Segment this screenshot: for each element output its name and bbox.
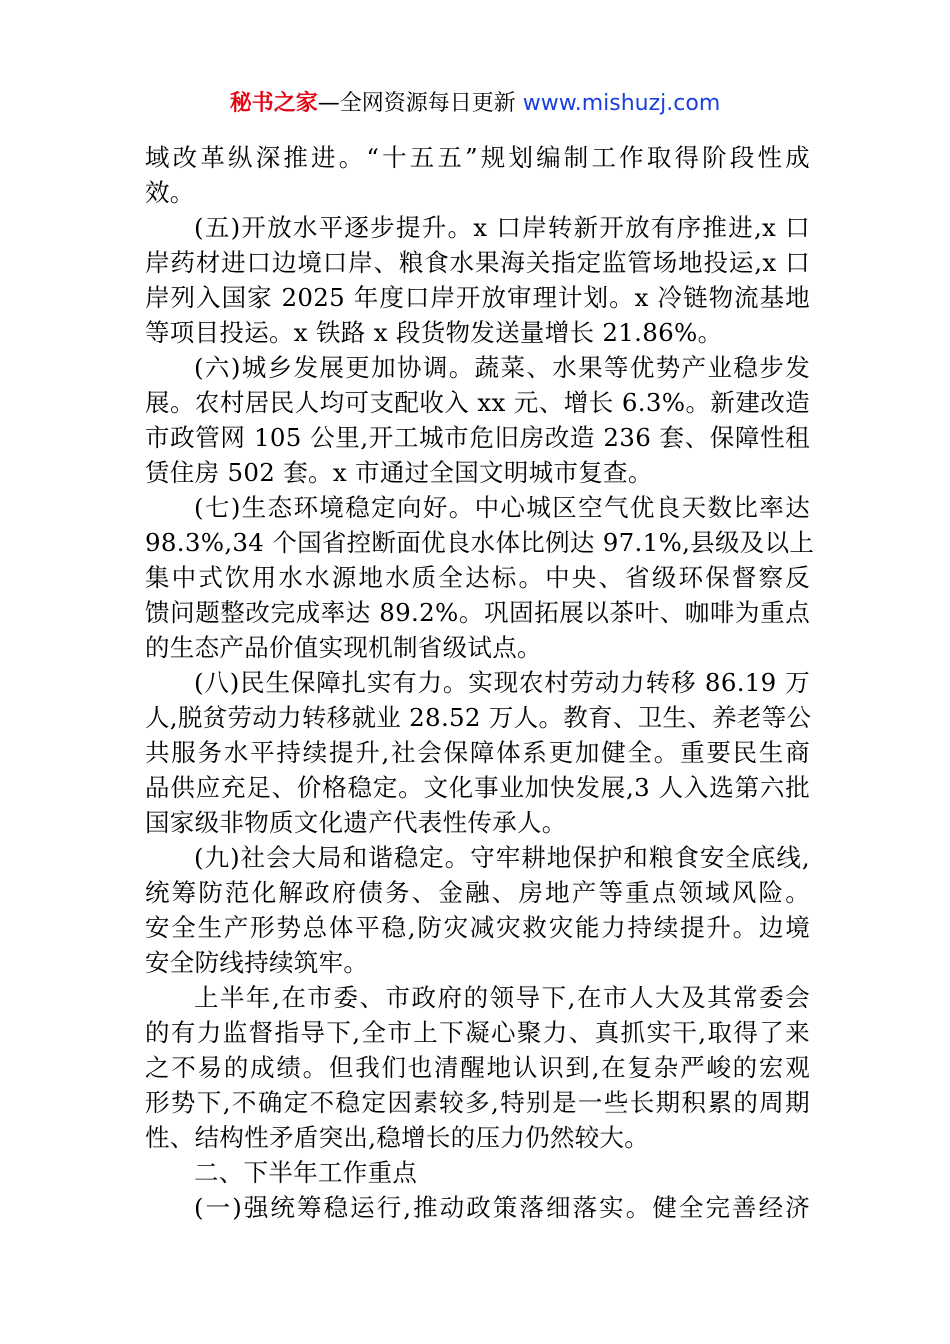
page-header xyxy=(0,88,950,120)
text-line: 岸药材进口边境口岸、粮食水果海关指定监管场地投运,x 口 xyxy=(145,248,810,277)
text-line: 等项目投运。x 铁路 x 段货物发送量增长 21.86%。 xyxy=(145,318,723,347)
text-line: 馈问题整改完成率达 89.2%。巩固拓展以茶叶、咖啡为重点 xyxy=(145,598,810,627)
text-line: 品供应充足、价格稳定。文化事业加快发展,3 人入选第六批 xyxy=(145,773,810,802)
text-line: 国家级非物质文化遗产代表性传承人。 xyxy=(145,808,567,837)
text-line: (一)强统筹稳运行,推动政策落细落实。健全完善经济 xyxy=(194,1193,810,1222)
text-line: (六)城乡发展更加协调。蔬菜、水果等优势产业稳步发 xyxy=(194,353,810,382)
text-line: 上半年,在市委、市政府的领导下,在市人大及其常委会 xyxy=(194,983,810,1012)
text-line: 统筹防范化解政府债务、金融、房地产等重点领域风险。 xyxy=(145,878,810,907)
site-url[interactable]: www.mishuzj.com xyxy=(522,91,721,116)
text-line: 性、结构性矛盾突出,稳增长的压力仍然较大。 xyxy=(145,1123,650,1152)
text-line: (八)民生保障扎实有力。实现农村劳动力转移 86.19 万 xyxy=(194,668,810,697)
text-line: 赁住房 502 套。x 市通过全国文明城市复查。 xyxy=(145,458,653,487)
text-line: 之不易的成绩。但我们也清醒地认识到,在复杂严峻的宏观 xyxy=(145,1053,810,1082)
text-line: (七)生态环境稳定向好。中心城区空气优良天数比率达 xyxy=(194,493,810,522)
text-line: 域改革纵深推进。“十五五”规划编制工作取得阶段性成 xyxy=(145,143,810,172)
document-body xyxy=(145,140,815,1225)
text-line: 的有力监督指导下,全市上下凝心聚力、真抓实干,取得了来 xyxy=(145,1018,810,1047)
text-line: 人,脱贫劳动力转移就业 28.52 万人。教育、卫生、养老等公 xyxy=(145,703,812,732)
text-line: 岸列入国家 2025 年度口岸开放审理计划。x 冷链物流基地 xyxy=(145,283,810,312)
text-line: 形势下,不确定不稳定因素较多,特别是一些长期积累的周期 xyxy=(145,1088,810,1117)
text-line: 共服务水平持续提升,社会保障体系更加健全。重要民生商 xyxy=(145,738,810,767)
text-line: 集中式饮用水水源地水质全达标。中央、省级环保督察反 xyxy=(145,563,810,592)
brand-name: 秘书之家 xyxy=(229,91,318,116)
header-tagline: —全网资源每日更新 xyxy=(317,91,523,116)
text-line: 安全防线持续筑牢。 xyxy=(145,948,369,977)
text-line: 安全生产形势总体平稳,防灾减灾救灾能力持续提升。边境 xyxy=(145,913,810,942)
text-line: 效。 xyxy=(145,178,195,207)
text-line: 展。农村居民人均可支配收入 xx 元、增长 6.3%。新建改造 xyxy=(145,388,810,417)
text-line: (九)社会大局和谐稳定。守牢耕地保护和粮食安全底线, xyxy=(194,843,810,872)
text-line: 的生态产品价值实现机制省级试点。 xyxy=(145,633,542,662)
text-line: 市政管网 105 公里,开工城市危旧房改造 236 套、保障性租 xyxy=(145,423,810,452)
text-line: 98.3%,34 个国省控断面优良水体比例达 97.1%,县级及以上 xyxy=(145,528,815,557)
text-line: 二、下半年工作重点 xyxy=(194,1158,418,1187)
text-line: (五)开放水平逐步提升。x 口岸转新开放有序推进,x 口 xyxy=(194,213,810,242)
